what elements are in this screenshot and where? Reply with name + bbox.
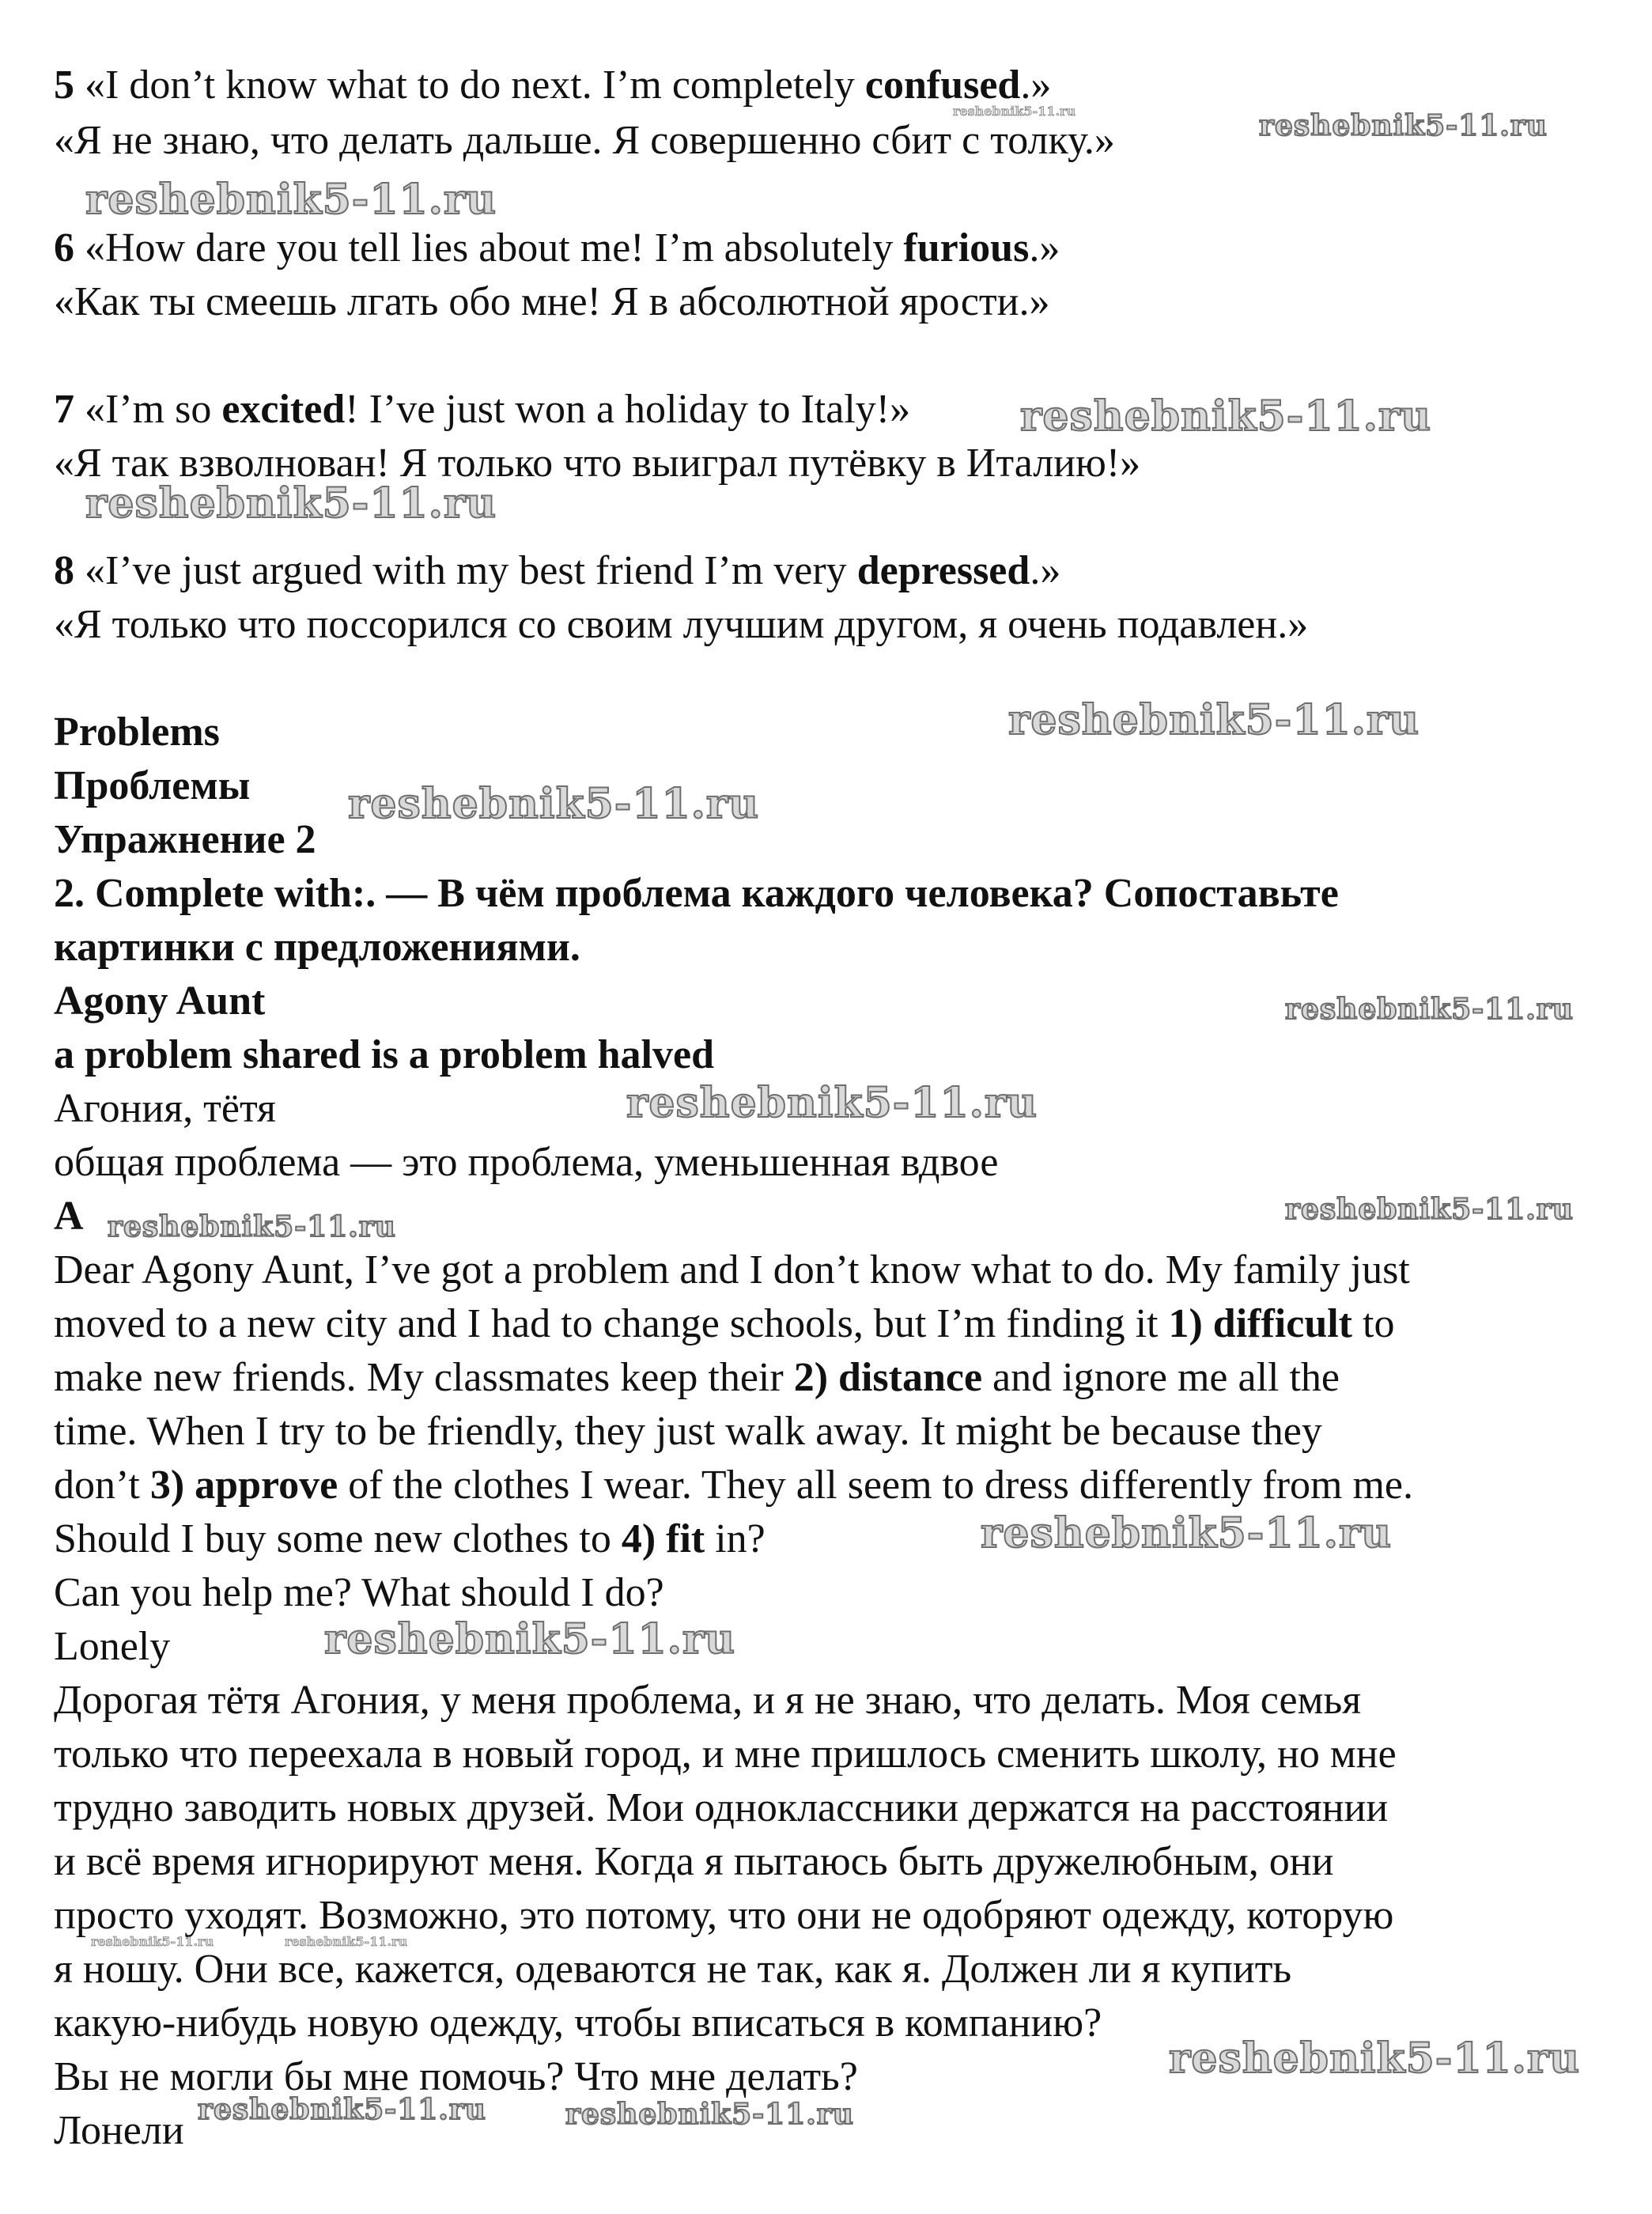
letter-text: moved to a new city and I had to change schools, but I’m finding it [54,1301,1169,1346]
item-8-russian: «Я только что поссорился со своим лучшим другом, я очень подавлен.» [54,602,1309,647]
agony-aunt-heading: Agony Aunt [54,978,266,1024]
sentence-text: .» [1020,62,1052,108]
watermark: reshebnik5-11.ru [1020,392,1432,441]
letter-ru-line-2: только что переехала в новый город, и мне пришлось сменить школу, но мне [54,1731,1397,1777]
sentence-text: .» [1030,548,1061,593]
item-number: 8 [54,548,74,593]
watermark: reshebnik5-11.ru [85,479,497,528]
task-instruction-line-2: картинки с предложениями. [54,925,580,970]
letter-en-line-7: Can you help me? What should I do? [54,1570,664,1615]
item-number: 5 [54,62,74,108]
letter-en-line-6 [54,1514,766,1565]
sentence-text: «I’ve just argued with my best friend I’m very [74,548,857,593]
letter-text: Should I buy some new clothes to [54,1516,622,1561]
key-word: excited [221,387,346,432]
letter-en-signature: Lonely [54,1624,171,1669]
letter-label: A [54,1194,84,1239]
letter-ru-line-7: какую-нибудь новую одежду, чтобы вписаться в компанию? [54,2000,1102,2046]
letter-en-line-1: Dear Agony Aunt, I’ve got a problem and I don’t know what to do. My family just [54,1247,1410,1292]
item-5-russian: «Я не знаю, что делать дальше. Я совершенно сбит с толку.» [54,118,1115,163]
letter-ru-line-6: я ношу. Они все, кажется, одеваются не так, как я. Должен ли я купить [54,1947,1292,1992]
watermark: reshebnik5-11.ru [953,104,1076,119]
item-5-english [54,60,1051,111]
watermark: reshebnik5-11.ru [1259,109,1548,142]
sentence-text: «I’m so [74,387,222,432]
letter-ru-line-3: трудно заводить новых друзей. Мои одноклассники держатся на расстоянии [54,1785,1389,1830]
watermark: reshebnik5-11.ru [1285,1193,1574,1226]
answer-word: 1) difficult [1168,1301,1352,1346]
proverb-translation: общая проблема — это проблема, уменьшенная вдвое [54,1140,999,1185]
key-word: confused [864,62,1021,108]
letter-ru-signature: Лонели [54,2108,184,2153]
sentence-text: «I don’t know what to do next. I’m completely [74,62,865,108]
letter-ru-line-8: Вы не могли бы мне помочь? Что мне делать? [54,2054,858,2099]
sentence-text: ! I’ve just won a holiday to Italy!» [345,387,911,432]
letter-text: in? [705,1516,766,1561]
answer-word: 3) approve [149,1463,338,1508]
key-word: furious [903,225,1030,271]
watermark: reshebnik5-11.ru [1285,993,1574,1026]
agony-aunt-translation: Агония, тётя [54,1086,276,1131]
item-8-english [54,546,1060,596]
watermark: reshebnik5-11.ru [1169,2034,1581,2083]
letter-text: don’t [54,1463,150,1508]
watermark: reshebnik5-11.ru [198,2093,486,2126]
key-word: depressed [856,548,1030,593]
exercise-heading: Упражнение 2 [54,817,316,862]
letter-en-line-5 [54,1460,1413,1511]
watermark: reshebnik5-11.ru [324,1615,736,1663]
letter-en-line-3 [54,1353,1340,1403]
answer-word: 4) fit [621,1516,705,1561]
item-7-russian: «Я так взволнован! Я только что выиграл путёвку в Италию!» [54,441,1141,486]
watermark: reshebnik5-11.ru [348,780,760,828]
section-title-ru: Проблемы [54,763,251,808]
item-number: 6 [54,225,74,271]
item-6-english [54,223,1060,274]
watermark: reshebnik5-11.ru [85,176,497,224]
watermark: reshebnik5-11.ru [626,1079,1038,1127]
proverb-heading: a problem shared is a problem halved [54,1032,714,1077]
item-number: 7 [54,387,74,432]
task-instruction-line-1: 2. Complete with:. — В чём проблема каждого человека? Сопоставьте [54,871,1339,916]
letter-text: of the clothes I wear. They all seem to dress differently from me. [338,1463,1413,1508]
item-6-russian: «Как ты смеешь лгать обо мне! Я в абсолютной ярости.» [54,279,1050,324]
watermark: reshebnik5-11.ru [91,1934,214,1949]
letter-text: to [1352,1301,1395,1346]
letter-ru-line-4: и всё время игнорируют меня. Когда я пытаюсь быть дружелюбным, они [54,1839,1334,1884]
watermark: reshebnik5-11.ru [981,1509,1393,1557]
watermark: reshebnik5-11.ru [1008,696,1420,744]
watermark: reshebnik5-11.ru [108,1210,396,1243]
letter-en-line-2 [54,1299,1394,1349]
letter-ru-line-1: Дорогая тётя Агония, у меня проблема, и я не знаю, что делать. Моя семья [54,1678,1362,1723]
item-7-english [54,384,910,435]
letter-en-line-4: time. When I try to be friendly, they just walk away. It might be because they [54,1409,1322,1454]
watermark: reshebnik5-11.ru [285,1934,408,1949]
answer-word: 2) distance [793,1355,983,1400]
watermark: reshebnik5-11.ru [565,2098,854,2131]
section-title-en: Problems [54,710,220,755]
letter-text: and ignore me all the [982,1355,1340,1400]
sentence-text: «How dare you tell lies about me! I’m absolutely [74,225,904,271]
letter-ru-line-5: просто уходят. Возможно, это потому, что они не одобряют одежду, которую [54,1893,1394,1938]
letter-text: make new friends. My classmates keep their [54,1355,794,1400]
sentence-text: .» [1029,225,1060,271]
